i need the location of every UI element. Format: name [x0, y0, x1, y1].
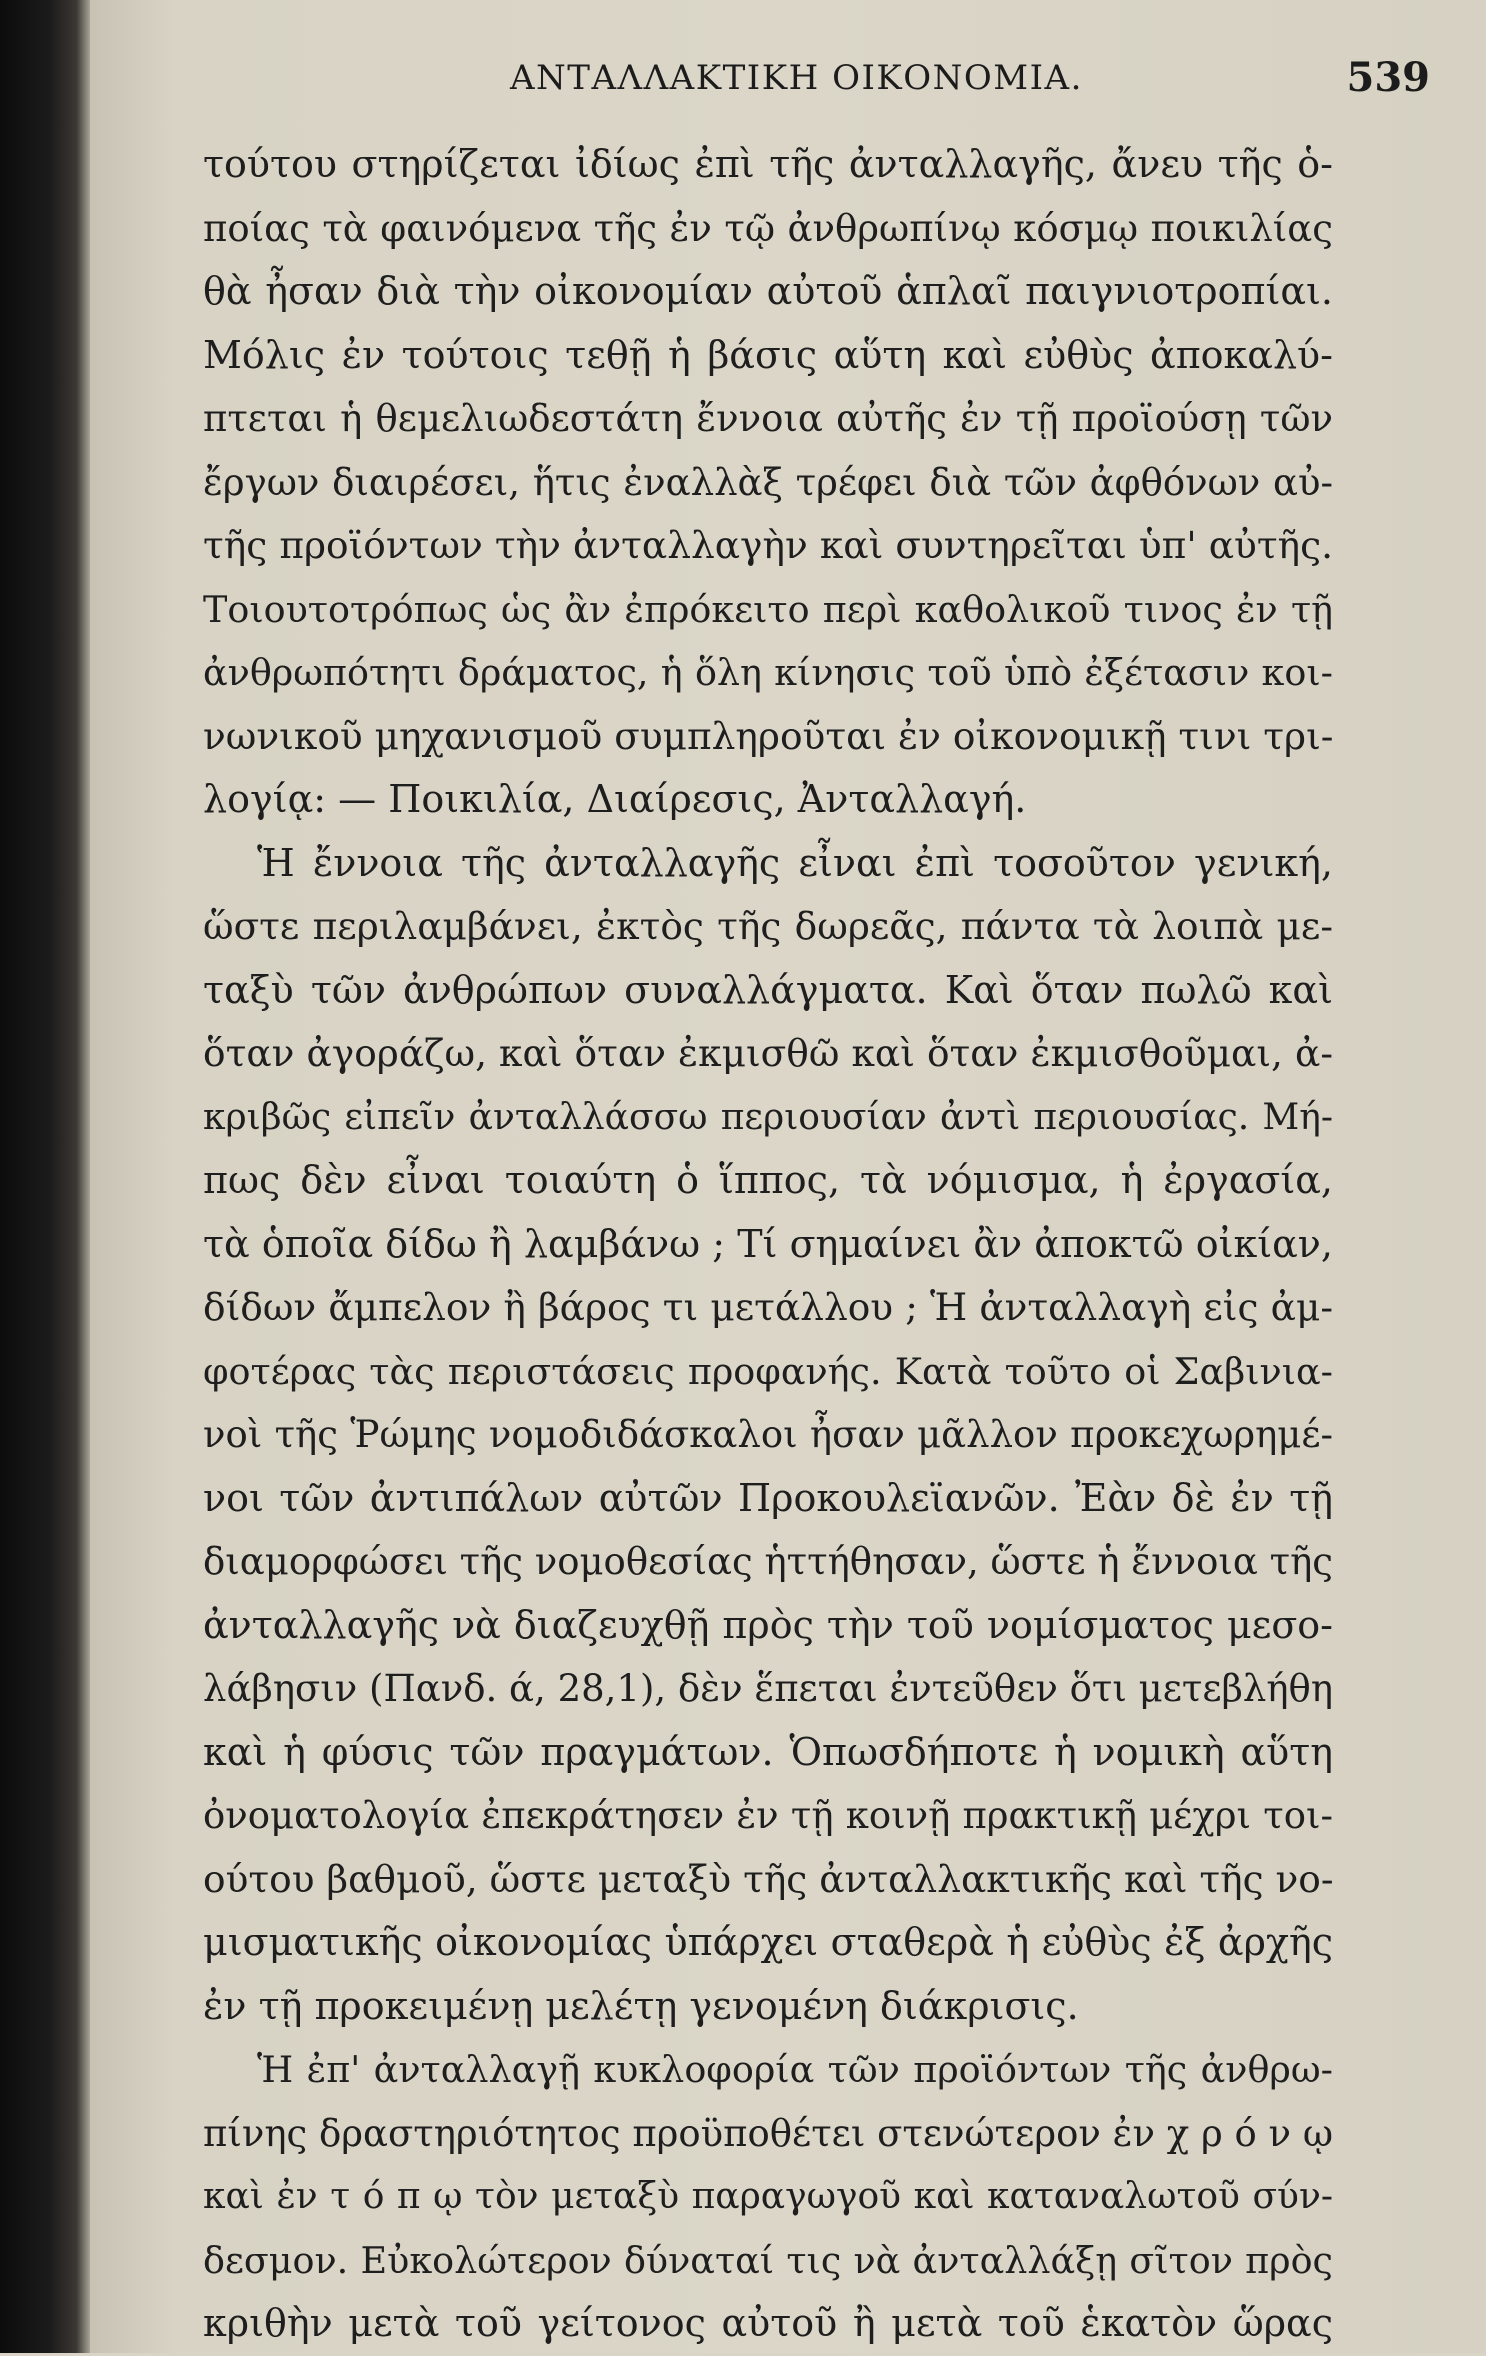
text-line: πως δὲν εἶναι τοιαύτη ὁ ἵππος, τὰ νόμισμα, ἡ ἐργασία, [203, 1158, 1333, 1202]
text-line: ὥστε περιλαμβάνει, ἐκτὸς τῆς δωρεᾶς, πάντα τὰ λοιπὰ με- [203, 904, 1333, 948]
text-line: καὶ ἐν τ ό π ῳ τὸν μεταξὺ παραγωγοῦ καὶ καταναλωτοῦ σύν- [203, 2176, 1333, 2217]
text-line: Μόλις ἐν τούτοις τεθῇ ἡ βάσις αὕτη καὶ εὐθὺς ἀποκαλύ- [203, 332, 1333, 377]
text-line: κριθὴν μετὰ τοῦ γείτονος αὐτοῦ ἢ μετὰ τοῦ ἑκατὸν ὥρας [203, 2301, 1333, 2345]
text-line: κριβῶς εἰπεῖν ἀνταλλάσσω περιουσίαν ἀντὶ περιουσίας. Μή- [203, 1096, 1333, 1138]
text-line: μισματικῆς οἰκονομίας ὑπάρχει σταθερὰ ἡ εὐθὺς ἐξ ἀρχῆς [203, 1920, 1333, 1964]
text-line: τῆς προϊόντων τὴν ἀνταλλαγὴν καὶ συντηρεῖται ὑπ' αὐτῆς. [203, 523, 1333, 567]
text-line: τούτου στηρίζεται ἰδίως ἐπὶ τῆς ἀνταλλαγῆς, ἄνευ τῆς ὁ- [203, 142, 1333, 186]
text-line: ἀνταλλαγῆς νὰ διαζευχθῇ πρὸς τὴν τοῦ νομίσματος μεσο- [203, 1602, 1333, 1647]
text-line: νωνικοῦ μηχανισμοῦ συμπληροῦται ἐν οἰκονομικῇ τινι τρι- [203, 713, 1334, 758]
text-line: Τοιουτοτρόπως ὡς ἂν ἐπρόκειτο περὶ καθολικοῦ τινος ἐν τῇ [203, 587, 1333, 631]
body-text [203, 133, 1333, 2356]
text-line: ὅταν ἀγοράζω, καὶ ὅταν ἐκμισθῶ καὶ ὅταν ἐκμισθοῦμαι, ἀ- [203, 1031, 1333, 1075]
text-line: λάβησιν (Πανδ. ά, 28,1), δὲν ἕπεται ἐντεῦθεν ὅτι μετεβλήθη [203, 1667, 1333, 1710]
text-line: θὰ ἦσαν διὰ τὴν οἰκονομίαν αὐτοῦ ἁπλαῖ παιγνιοτροπίαι. [203, 269, 1333, 313]
text-line: δίδων ἄμπελον ἢ βάρος τι μετάλλου ; Ἡ ἀνταλλαγὴ εἰς ἀμ- [203, 1285, 1333, 1329]
text-line: ποίας τὰ φαινόμενα τῆς ἐν τῷ ἀνθρωπίνῳ κόσμῳ ποικιλίας [203, 206, 1333, 250]
text-line: πίνης δραστηριότητος προϋποθέτει στενώτερον ἐν χ ρ ό ν ῳ [203, 2111, 1333, 2155]
text-line: διαμορφώσει τῆς νομοθεσίας ἡττήθησαν, ὥστε ἡ ἔννοια τῆς [203, 1540, 1333, 1583]
text-line: τὰ ὁποῖα δίδω ἢ λαμβάνω ; Τί σημαίνει ἂν ἀποκτῶ οἰκίαν, [203, 1221, 1333, 1266]
text-line: νοι τῶν ἀντιπάλων αὐτῶν Προκουλεϊανῶν. Ἐὰν δὲ ἐν τῇ [203, 1475, 1333, 1520]
text-line: ἀνθρωπότητι δράματος, ἡ ὅλη κίνησις τοῦ ὑπὸ ἐξέτασιν κοι- [203, 651, 1333, 694]
text-line: ἐν τῇ προκειμένῃ μελέτῃ γενομένη διάκρισις. [203, 1983, 1079, 2028]
paragraph-first-line: Ἡ ἔννοια τῆς ἀνταλλαγῆς εἶναι ἐπὶ τοσοῦτον γενική, [257, 840, 1333, 885]
text-line: ταξὺ τῶν ἀνθρώπων συναλλάγματα. Καὶ ὅταν πωλῶ καὶ [203, 967, 1333, 1012]
text-line: καὶ ἡ φύσις τῶν πραγμάτων. Ὁπωσδήποτε ἡ νομικὴ αὕτη [203, 1729, 1333, 1774]
text-line: νοὶ τῆς Ῥώμης νομοδιδάσκαλοι ἦσαν μᾶλλον προκεχωρημέ- [203, 1413, 1333, 1456]
text-line: λογίᾳ: — Ποικιλία, Διαίρεσις, Ἀνταλλαγή. [203, 777, 1027, 821]
text-line: ούτου βαθμοῦ, ὥστε μεταξὺ τῆς ἀνταλλακτικῆς καὶ τῆς νο- [203, 1856, 1334, 1901]
text-line: ἔργων διαιρέσει, ἥτις ἐναλλὰξ τρέφει διὰ τῶν ἀφθόνων αὐ- [203, 460, 1333, 504]
page-number: 539 [1346, 54, 1430, 101]
page-header [510, 54, 1430, 118]
text-line: πτεται ἡ θεμελιωδεστάτη ἔννοια αὐτῆς ἐν τῇ προϊούσῃ τῶν [203, 397, 1333, 440]
text-line: φοτέρας τὰς περιστάσεις προφανής. Κατὰ τοῦτο οἱ Σαβινια- [203, 1349, 1333, 1393]
paragraph-first-line: Ἡ ἐπ' ἀνταλλαγῇ κυκλοφορία τῶν προϊόντων τῆς ἀνθρω- [257, 2048, 1333, 2091]
text-line: ὀνοματολογία ἐπεκράτησεν ἐν τῇ κοινῇ πρακτικῇ μέχρι τοι- [203, 1794, 1333, 1837]
running-title: ΑΝΤΑΛΛΑΚΤΙΚΗ ΟΙΚΟΝΟΜΙΑ. [510, 58, 1083, 98]
book-spine-shadow [0, 0, 90, 2353]
text-line: δεσμον. Εὐκολώτερον δύναταί τις νὰ ἀνταλλάξῃ σῖτον πρὸς [203, 2238, 1333, 2282]
